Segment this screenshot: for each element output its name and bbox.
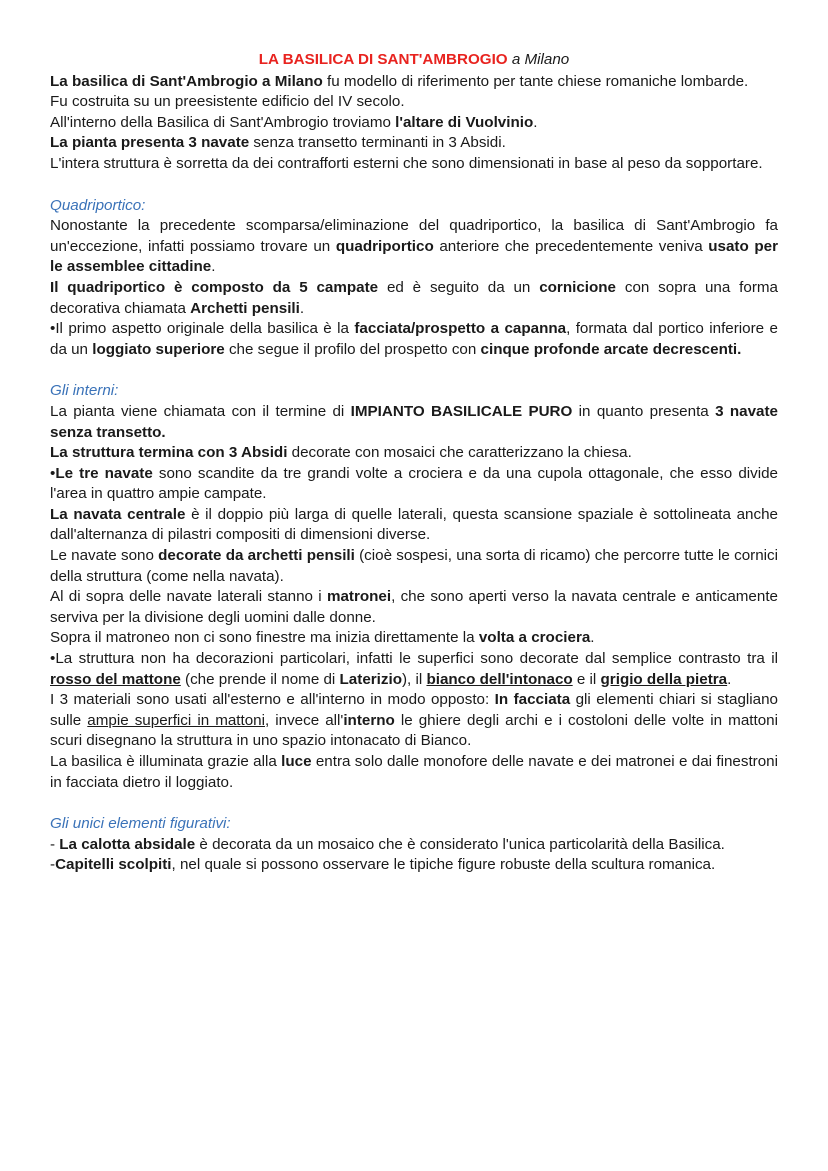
text-run: . <box>299 299 305 317</box>
text-run: - <box>50 856 56 874</box>
bold-text: volta a crociera <box>478 629 591 647</box>
text-run: è decorata da un mosaico che è considerato l'unica particolarità della Basilica. <box>195 835 725 853</box>
bold-text: Le tre navate <box>55 464 153 482</box>
section-paragraph <box>50 464 778 505</box>
bold-text: interno <box>343 711 395 729</box>
text-run: . <box>727 670 732 688</box>
text-run: con sopra una forma decorativa chiamata <box>50 278 778 317</box>
text-run: gli elementi chiari si stagliano sulle <box>50 691 778 729</box>
bold-text: Laterizio <box>339 670 402 688</box>
intro-block <box>50 72 778 175</box>
text-run: sono scandite da tre grandi volte a crociera e da una cupola ottagonale, che esso divide l'area in quattro ampie campate. <box>50 464 779 503</box>
section <box>50 814 778 876</box>
text-run: Al di sopra delle navate laterali stanno i <box>50 588 327 606</box>
section <box>50 196 778 361</box>
text-run: senza transetto terminanti in 3 Absidi. <box>249 134 506 152</box>
text-run: in quanto presenta <box>572 402 716 420</box>
text-run: • <box>50 464 56 482</box>
bold-text: grigio della pietra <box>600 670 728 688</box>
text-run: Le navate sono <box>50 547 159 565</box>
section-paragraph <box>50 505 778 546</box>
section-paragraph <box>50 628 778 649</box>
text-run: Nonostante la precedente scomparsa/eliminazione del quadriportico, la basilica di Sant'Ambrogio fa un'eccezione, infatti possiamo trovare un <box>50 217 778 255</box>
section-paragraph <box>50 649 778 690</box>
bold-text: rosso del mattone <box>50 670 181 688</box>
section-heading: Gli unici elementi figurativi: <box>50 815 231 833</box>
text-run: , formata dal portico inferiore e da un <box>50 320 778 358</box>
text-run: . <box>590 629 595 647</box>
intro-paragraph <box>50 92 778 113</box>
text-run: le ghiere degli archi e i costoloni delle volte in mattoni scuri disegnano la struttura in uno spazio intonacato di Bianco. <box>50 711 778 750</box>
section-paragraph <box>50 319 778 360</box>
intro-paragraph <box>50 133 778 154</box>
bold-text: decorate da archetti pensili <box>158 547 355 565</box>
text-run: •Il primo aspetto originale della basilica è la <box>50 320 355 338</box>
intro-paragraph <box>50 72 778 93</box>
text-run: e il <box>572 670 601 688</box>
text-run: La basilica è illuminata grazie alla <box>50 753 282 770</box>
text-run: che segue il profilo del prospetto con <box>224 340 481 358</box>
title-suffix: a Milano <box>507 51 570 68</box>
text-run: anteriore che precedentemente veniva <box>433 237 709 255</box>
bold-text: La pianta presenta 3 navate <box>50 134 250 152</box>
bold-text: facciata/prospetto a capanna <box>354 320 567 338</box>
text-run: . <box>211 258 216 276</box>
bold-text: Archetti pensili <box>190 299 300 317</box>
section-heading: Quadriportico: <box>50 196 146 214</box>
bold-text: La basilica di Sant'Ambrogio a Milano <box>50 72 323 90</box>
bold-text: bianco dell'intonaco <box>426 670 573 688</box>
text-run: fu modello di riferimento per tante chiese romaniche lombarde. <box>322 72 749 90</box>
section-paragraph <box>50 587 778 628</box>
section-paragraph <box>50 690 778 752</box>
bold-text: usato per le assemblee cittadine <box>50 237 779 276</box>
bold-text: 3 navate senza transetto. <box>50 402 778 441</box>
section-paragraph <box>50 752 778 793</box>
intro-paragraph <box>50 154 778 175</box>
section-paragraph <box>50 443 778 464</box>
text-run: , che sono aperti verso la navata centrale e anticamente serviva per la divisione degli uomini dalle donne. <box>50 588 778 626</box>
sections <box>50 196 778 876</box>
text-run: ), il <box>401 670 427 688</box>
bold-text: IMPIANTO BASILICALE PURO <box>350 402 573 420</box>
text-run: I 3 materiali sono usati all'esterno e all'interno in modo opposto: <box>50 691 495 709</box>
text-run: (che prende il nome di <box>180 670 340 688</box>
bold-text: Il quadriportico è composto da 5 campate <box>50 278 379 296</box>
text-run: ed è seguito da un <box>378 278 540 296</box>
text-run: ampie superfici in mattoni <box>87 711 265 729</box>
text-run: - <box>50 835 60 853</box>
text-run: è il doppio più larga di quelle laterali, questa scansione spaziale è sottolineata anche dall'alternanza di pilastri compositi di dimensioni diverse. <box>50 505 778 544</box>
section-paragraph <box>50 855 778 876</box>
bold-text: La navata centrale <box>50 505 186 523</box>
intro-paragraph <box>50 113 778 134</box>
text-run: entra solo dalle monofore delle navate e dei matronei e dai finestroni in facciata dietro il loggiato. <box>50 753 778 791</box>
section <box>50 381 778 793</box>
document-page <box>50 50 778 876</box>
section-heading: Gli interni: <box>50 382 119 400</box>
text-run: , nel quale si possono osservare le tipiche figure robuste della scultura romanica. <box>171 856 716 874</box>
bold-text: La calotta absidale <box>59 835 196 853</box>
section-paragraph <box>50 278 778 319</box>
text-run: •La struttura non ha decorazioni particolari, infatti le superfici sono decorate dal semplice contrasto tra il <box>50 650 778 668</box>
bold-text: loggiato superiore <box>92 340 225 358</box>
section-paragraph <box>50 546 778 587</box>
bold-text: cornicione <box>539 278 617 296</box>
text-run: Sopra il matroneo non ci sono finestre ma inizia direttamente la <box>50 629 479 647</box>
bold-text: luce <box>281 753 312 770</box>
text-run: Fu costruita su un preesistente edificio del IV secolo. <box>50 93 405 111</box>
text-run: (cioè sospesi, una sorta di ricamo) che percorre tutte le cornici della struttura (come nella navata). <box>50 547 778 585</box>
document-title <box>50 50 778 71</box>
text-run: All'interno della Basilica di Sant'Ambrogio troviamo <box>50 113 396 131</box>
section-paragraph <box>50 402 778 443</box>
bold-text: cinque profonde arcate decrescenti. <box>480 340 742 358</box>
section-paragraph <box>50 835 778 856</box>
bold-text: l'altare di Vuolvinio <box>395 113 534 131</box>
bold-text: In facciata <box>494 691 571 709</box>
text-run: L'intera struttura è sorretta da dei contrafforti esterni che sono dimensionati in base al peso da sopportare. <box>50 154 763 172</box>
title-main: LA BASILICA DI SANT'AMBROGIO <box>258 51 508 68</box>
text-run: . <box>533 113 538 131</box>
text-run: decorate con mosaici che caratterizzano la chiesa. <box>287 444 632 462</box>
text-run: La pianta viene chiamata con il termine di <box>50 402 351 420</box>
bold-text: matronei <box>326 588 392 606</box>
bold-text: quadriportico <box>335 237 434 255</box>
bold-text: La struttura termina con 3 Absidi <box>50 444 288 462</box>
bold-text: Capitelli scolpiti <box>55 856 172 874</box>
section-paragraph <box>50 216 778 278</box>
text-run: , invece all' <box>265 711 344 729</box>
